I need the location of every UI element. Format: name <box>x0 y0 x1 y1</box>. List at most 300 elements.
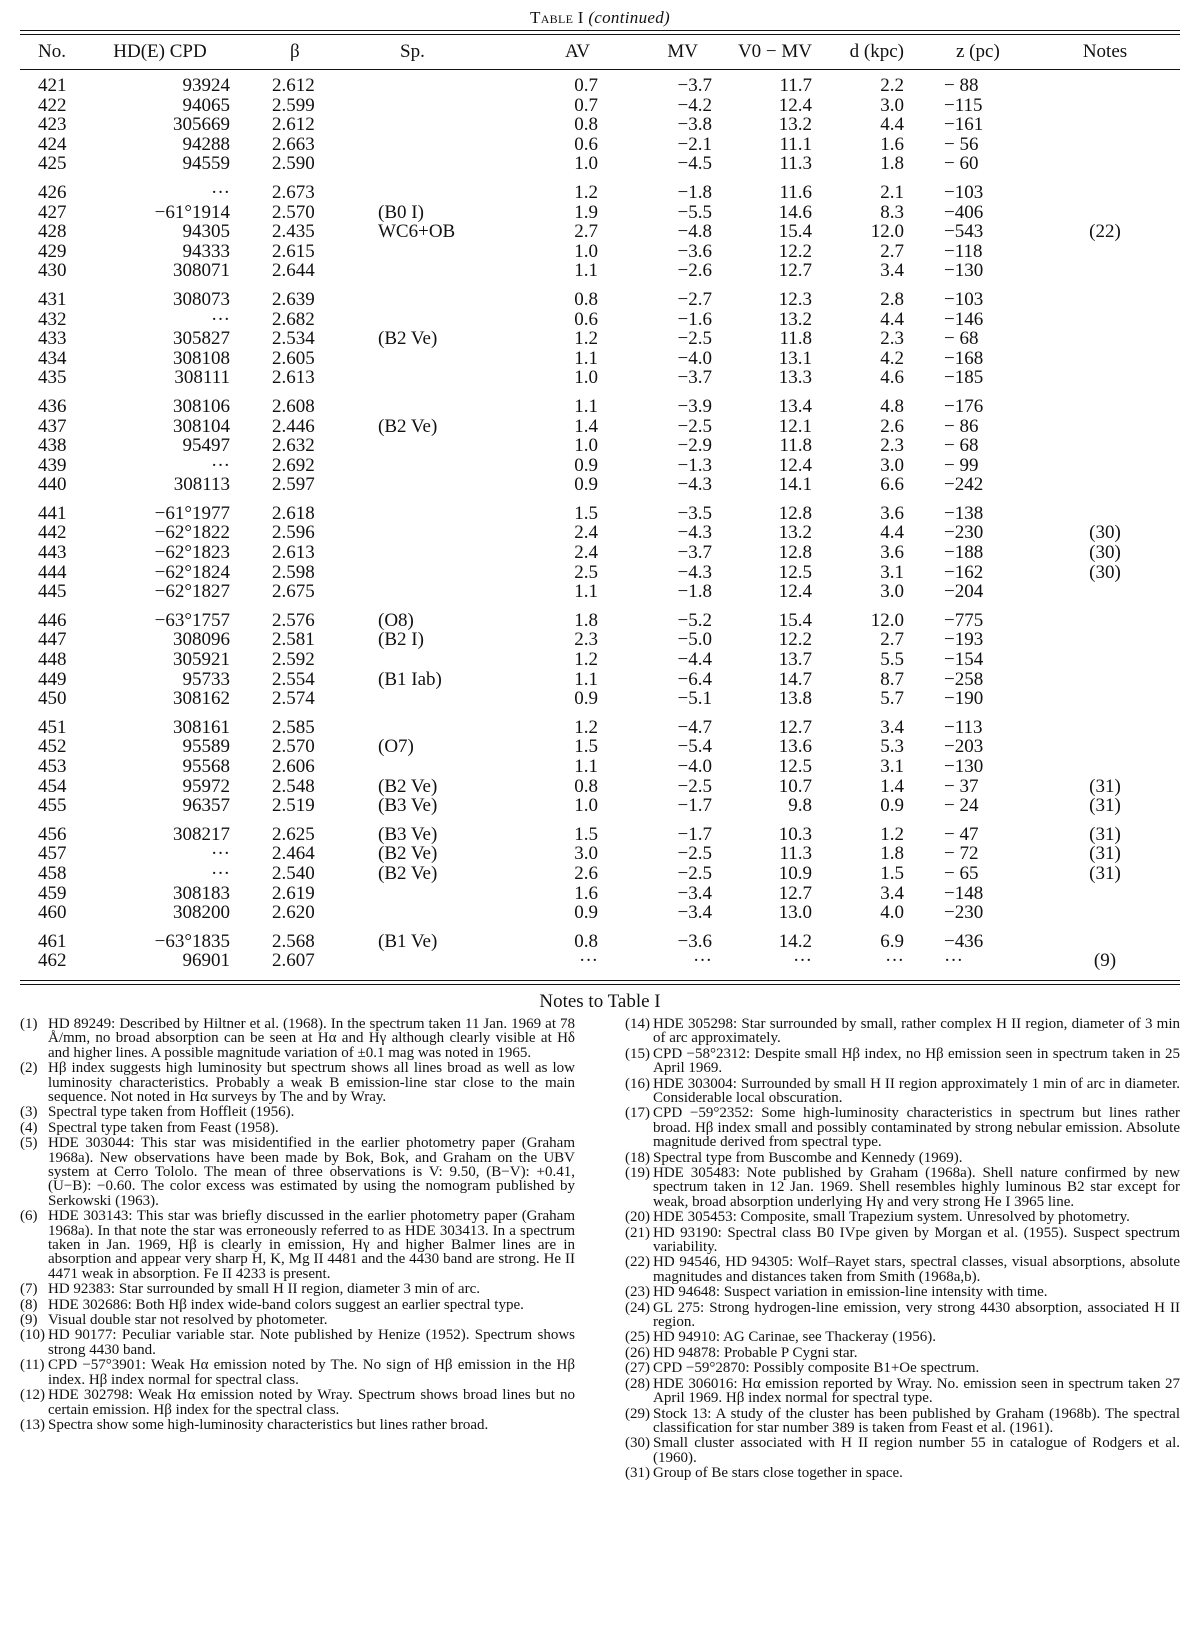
cell-av: 1.4 <box>574 416 598 437</box>
cell-no: 456 <box>38 824 67 845</box>
table-row <box>20 183 1180 203</box>
cell-note <box>1030 242 1180 262</box>
cell-note <box>1030 436 1180 456</box>
header-hd: HD(E) CPD <box>113 41 207 62</box>
note-number: (31) <box>625 1465 650 1482</box>
cell-beta: 2.612 <box>272 76 315 96</box>
note-text: CPD −57°3901: Weak Hα emission noted by The. No sign of Hβ emission in the Hβ index. Hβ index normal for spectral class. <box>48 1357 575 1388</box>
cell-sp <box>360 543 500 563</box>
cell-sp: (B2 Ve) <box>378 776 438 797</box>
cell-d: 3.1 <box>880 562 904 583</box>
cell-v0mv: 12.3 <box>778 289 812 310</box>
cell-d: 5.5 <box>880 650 904 670</box>
row-group <box>20 397 1180 495</box>
cell-mv: −1.7 <box>677 796 712 816</box>
cell-d: 1.8 <box>880 844 904 864</box>
cell-av: 1.5 <box>574 737 598 757</box>
cell-hd: −62°1827 <box>154 582 230 602</box>
cell-mv: −1.8 <box>677 182 712 203</box>
cell-v0mv: 11.1 <box>779 134 812 155</box>
cell-note <box>1030 903 1180 923</box>
cell-note: (22) <box>1089 222 1121 242</box>
cell-z: − 60 <box>944 154 979 174</box>
cell-hd: ··· <box>211 844 230 864</box>
table-header <box>20 35 1180 70</box>
cell-note <box>1030 757 1180 777</box>
note-text: Spectral type taken from Hoffleit (1956). <box>48 1104 295 1121</box>
table-row <box>20 630 1180 650</box>
cell-av: 2.7 <box>574 222 598 242</box>
table-row <box>20 543 1180 563</box>
note-text: HD 94878: Probable P Cygni star. <box>653 1344 858 1361</box>
cell-sp <box>360 456 500 476</box>
cell-v0mv: 12.1 <box>778 416 812 437</box>
note-text: HDE 303143: This star was briefly discussed in the earlier photometry paper (Graham 1968a). In that note the star was erroneously referred to as HDE 303413. In a spectrum taken in Jan. 1969, Hβ is clearly in emission, Hγ and higher Balmer lines are in absorption and appear very sharp H, K, Mg II 4481 and the 4430 band are strong. He II 4471 weak in absorption. Fe II 4233 is present. <box>48 1208 575 1282</box>
cell-mv: −2.6 <box>677 261 712 281</box>
cell-mv: −4.5 <box>677 154 712 174</box>
cell-hd: 308200 <box>173 903 230 923</box>
note-number: (14) <box>625 1015 650 1032</box>
table-row <box>20 844 1180 864</box>
cell-v0mv: 10.9 <box>778 863 812 884</box>
cell-note: (31) <box>1089 796 1121 816</box>
cell-v0mv: 12.7 <box>778 883 812 904</box>
cell-note <box>1030 417 1180 437</box>
cell-mv: −2.5 <box>677 329 712 349</box>
cell-v0mv: 13.6 <box>778 737 812 757</box>
note-text: Small cluster associated with H II region number 55 in catalogue of Rodgers et al. (1960). <box>653 1435 1180 1466</box>
cell-z: −775 <box>944 610 984 631</box>
cell-hd: −61°1977 <box>154 503 230 524</box>
cell-z: −162 <box>944 562 984 583</box>
cell-hd: −62°1822 <box>154 523 230 544</box>
cell-sp <box>360 650 500 670</box>
note-text: HD 89249: Described by Hiltner et al. (1968). In the spectrum taken 11 Jan. 1969 at 78 Å/mm, no broad absorption can be seen at Hα and Hγ although clearly visible at Hδ and higher lines. A possible magnitude variation of ±0.1 mag was noted in 1965. <box>48 1015 575 1061</box>
cell-d: 2.7 <box>880 630 904 651</box>
cell-av: 1.1 <box>574 396 598 417</box>
cell-hd: ··· <box>211 182 230 203</box>
header-av: AV <box>565 41 590 62</box>
cell-d: 4.2 <box>880 348 904 369</box>
cell-no: 443 <box>38 543 67 563</box>
cell-hd: ··· <box>211 455 230 476</box>
note-item <box>20 1136 575 1208</box>
cell-note <box>1030 135 1180 155</box>
cell-av: 0.9 <box>574 903 598 923</box>
cell-mv: −5.1 <box>677 689 712 709</box>
note-item <box>625 1210 1180 1224</box>
cell-d: 2.7 <box>880 241 904 262</box>
cell-sp <box>360 154 500 174</box>
cell-hd: 308073 <box>173 289 230 310</box>
table-row <box>20 242 1180 262</box>
cell-note: (31) <box>1089 824 1121 845</box>
caption-continued: (continued) <box>588 8 670 27</box>
header-z: z (pc) <box>956 41 1000 62</box>
cell-no: 435 <box>38 368 67 388</box>
cell-beta: 2.644 <box>272 261 315 281</box>
cell-v0mv: 14.1 <box>778 475 812 495</box>
cell-sp <box>360 397 500 417</box>
cell-note <box>1030 397 1180 417</box>
cell-av: 0.9 <box>574 475 598 495</box>
cell-beta: 2.618 <box>272 503 315 524</box>
cell-av: 1.5 <box>574 503 598 524</box>
cell-d: 2.6 <box>880 416 904 437</box>
header-sp: Sp. <box>400 41 425 62</box>
cell-z: −138 <box>944 503 984 524</box>
caption-title: Table I <box>530 8 584 27</box>
header-v0mv: V0 − MV <box>737 41 812 62</box>
cell-hd: 308162 <box>173 689 230 709</box>
cell-z: −193 <box>944 630 984 651</box>
cell-av: 1.0 <box>574 154 598 174</box>
cell-v0mv: 11.3 <box>779 154 812 174</box>
table-row <box>20 825 1180 845</box>
cell-hd: 95589 <box>182 737 230 757</box>
cell-v0mv: 12.7 <box>778 717 812 738</box>
cell-v0mv: 13.2 <box>778 115 812 135</box>
cell-d: 1.8 <box>880 154 904 174</box>
table-row <box>20 670 1180 690</box>
cell-no: 434 <box>38 348 67 369</box>
table-row <box>20 951 1180 971</box>
cell-mv: −1.6 <box>677 309 712 330</box>
cell-hd: 305921 <box>173 650 230 670</box>
row-group <box>20 76 1180 174</box>
cell-d: 8.3 <box>880 202 904 223</box>
cell-v0mv: 12.7 <box>778 261 812 281</box>
cell-no: 439 <box>38 455 67 476</box>
cell-d: 3.1 <box>880 757 904 777</box>
table-row <box>20 436 1180 456</box>
cell-v0mv: 12.5 <box>778 757 812 777</box>
cell-no: 451 <box>38 717 67 738</box>
cell-no: 450 <box>38 689 67 709</box>
cell-no: 428 <box>38 222 67 242</box>
note-text: HD 93190: Spectral class B0 IVpe given by Morgan et al. (1955). Suspect spectrum variability. <box>653 1224 1180 1256</box>
cell-z: − 86 <box>944 416 979 437</box>
cell-z: −113 <box>944 717 983 738</box>
cell-v0mv: 13.2 <box>778 309 812 330</box>
note-number: (22) <box>625 1254 650 1271</box>
cell-d: ··· <box>885 951 904 971</box>
note-number: (7) <box>20 1281 38 1298</box>
cell-beta: 2.599 <box>272 95 315 116</box>
note-number: (18) <box>625 1149 650 1166</box>
cell-v0mv: 13.7 <box>778 650 812 670</box>
cell-av: ··· <box>579 951 598 971</box>
cell-d: 3.0 <box>880 582 904 602</box>
cell-d: 3.4 <box>880 261 904 281</box>
cell-sp <box>360 951 500 971</box>
cell-mv: −3.7 <box>677 76 712 96</box>
cell-av: 1.2 <box>574 329 598 349</box>
table-row <box>20 504 1180 524</box>
note-text: HDE 306016: Hα emission reported by Wray. No. emission seen in spectrum taken 27 April 1969. Hβ index normal for spectral type. <box>653 1375 1180 1407</box>
note-item <box>625 1436 1180 1465</box>
cell-av: 0.6 <box>574 134 598 155</box>
cell-beta: 2.620 <box>272 903 315 923</box>
cell-av: 0.9 <box>574 689 598 709</box>
cell-beta: 2.576 <box>272 610 315 631</box>
cell-sp: WC6+OB <box>378 222 456 242</box>
cell-mv: −2.5 <box>677 776 712 797</box>
cell-v0mv: 12.8 <box>778 503 812 524</box>
cell-av: 1.5 <box>574 824 598 845</box>
cell-hd: 93924 <box>182 76 230 96</box>
cell-av: 2.4 <box>574 523 598 544</box>
cell-sp <box>360 183 500 203</box>
cell-hd: 95568 <box>182 757 230 777</box>
notes-right-column <box>625 1017 1180 1482</box>
note-item <box>625 1017 1180 1046</box>
cell-beta: 2.554 <box>272 669 315 690</box>
cell-hd: −62°1824 <box>154 562 230 583</box>
table-row <box>20 611 1180 631</box>
cell-beta: 2.435 <box>272 222 315 242</box>
cell-v0mv: 11.8 <box>779 436 812 456</box>
cell-mv: −2.7 <box>677 289 712 310</box>
cell-mv: −3.8 <box>677 115 712 135</box>
note-text: HD 92383: Star surrounded by small H II region, diameter 3 min of arc. <box>48 1281 480 1298</box>
cell-sp <box>360 135 500 155</box>
note-number: (8) <box>20 1296 38 1313</box>
cell-hd: 94333 <box>182 241 230 262</box>
cell-hd: 308183 <box>173 883 230 904</box>
cell-av: 0.9 <box>574 455 598 476</box>
cell-mv: −3.4 <box>677 883 712 904</box>
cell-beta: 2.534 <box>272 329 315 349</box>
cell-sp <box>360 504 500 524</box>
note-number: (26) <box>625 1344 650 1361</box>
cell-no: 427 <box>38 202 67 223</box>
note-number: (12) <box>20 1387 45 1404</box>
cell-beta: 2.639 <box>272 289 315 310</box>
cell-v0mv: 14.2 <box>778 931 812 952</box>
cell-d: 1.5 <box>880 863 904 884</box>
cell-av: 1.2 <box>574 717 598 738</box>
cell-beta: 2.673 <box>272 182 315 203</box>
cell-d: 5.3 <box>880 737 904 757</box>
note-number: (10) <box>20 1327 45 1344</box>
note-text: HDE 303004: Surrounded by small H II region approximately 1 min of arc in diameter. Considerable local obscuration. <box>653 1075 1180 1106</box>
cell-d: 6.9 <box>880 931 904 952</box>
cell-mv: −6.4 <box>677 669 712 690</box>
cell-beta: 2.663 <box>272 134 315 155</box>
note-text: CPD −58°2312: Despite small Hβ index, no Hβ emission seen in spectrum taken in 25 April 1969. <box>653 1045 1180 1077</box>
cell-beta: 2.568 <box>272 931 315 952</box>
cell-z: −103 <box>944 182 984 203</box>
note-text: CPD −59°2352: Some high-luminosity characteristics in spectrum but lines rather broad. Hβ index small and possibly contaminated by strong nebular emission. Absolute magnitude derived from spectral type. <box>653 1105 1180 1151</box>
cell-no: 438 <box>38 436 67 456</box>
cell-mv: −3.9 <box>677 396 712 417</box>
table-row <box>20 475 1180 495</box>
cell-no: 431 <box>38 289 67 310</box>
cell-av: 1.1 <box>574 348 598 369</box>
cell-sp <box>360 115 500 135</box>
cell-beta: 2.446 <box>272 416 315 437</box>
cell-no: 448 <box>38 650 67 670</box>
cell-v0mv: ··· <box>793 951 812 971</box>
cell-beta: 2.540 <box>272 863 315 884</box>
cell-v0mv: 12.4 <box>778 455 812 476</box>
cell-sp <box>360 582 500 602</box>
cell-mv: −3.6 <box>677 931 712 952</box>
cell-z: −168 <box>944 348 984 369</box>
cell-no: 442 <box>38 523 67 544</box>
cell-mv: −3.6 <box>677 241 712 262</box>
cell-note <box>1030 475 1180 495</box>
cell-av: 0.8 <box>574 776 598 797</box>
note-item <box>625 1077 1180 1106</box>
cell-mv: −1.8 <box>677 582 712 602</box>
cell-no: 445 <box>38 582 67 602</box>
note-text: GL 275: Strong hydrogen-line emission, very strong 4430 absorption, associated H II region. <box>653 1299 1180 1331</box>
cell-beta: 2.574 <box>272 689 315 709</box>
cell-no: 422 <box>38 95 67 116</box>
cell-hd: 308104 <box>173 416 230 437</box>
cell-beta: 2.596 <box>272 523 315 544</box>
note-item <box>625 1330 1180 1344</box>
cell-no: 433 <box>38 329 67 349</box>
cell-note <box>1030 261 1180 281</box>
note-number: (13) <box>20 1416 45 1433</box>
cell-hd: 94559 <box>182 154 230 174</box>
cell-d: 3.4 <box>880 883 904 904</box>
cell-beta: 2.608 <box>272 396 315 417</box>
cell-mv: −4.0 <box>677 757 712 777</box>
cell-d: 4.4 <box>880 115 904 135</box>
table-row <box>20 903 1180 923</box>
note-item <box>20 1105 575 1119</box>
cell-no: 437 <box>38 416 67 437</box>
cell-d: 12.0 <box>870 610 904 631</box>
cell-sp: (B1 Ve) <box>378 931 438 952</box>
table-row <box>20 115 1180 135</box>
cell-mv: −4.3 <box>677 475 712 495</box>
cell-beta: 2.570 <box>272 202 315 223</box>
cell-v0mv: 11.7 <box>779 76 812 96</box>
cell-beta: 2.597 <box>272 475 315 495</box>
table-body <box>20 70 1180 971</box>
cell-sp: (B3 Ve) <box>378 824 438 845</box>
cell-d: 2.8 <box>880 289 904 310</box>
cell-note <box>1030 689 1180 709</box>
cell-av: 1.6 <box>574 883 598 904</box>
cell-v0mv: 13.2 <box>778 523 812 544</box>
cell-d: 4.4 <box>880 523 904 544</box>
cell-no: 462 <box>38 951 67 971</box>
cell-mv: −5.5 <box>677 202 712 223</box>
cell-z: −242 <box>944 475 984 495</box>
cell-sp: (B0 I) <box>378 202 424 223</box>
cell-note <box>1030 630 1180 650</box>
table-row <box>20 76 1180 96</box>
cell-av: 1.0 <box>574 241 598 262</box>
cell-note <box>1030 932 1180 952</box>
note-number: (25) <box>625 1329 650 1346</box>
cell-sp <box>360 884 500 904</box>
note-number: (29) <box>625 1405 650 1422</box>
cell-no: 449 <box>38 669 67 690</box>
table-row <box>20 349 1180 369</box>
note-item <box>625 1301 1180 1330</box>
cell-sp <box>360 349 500 369</box>
cell-beta: 2.692 <box>272 455 315 476</box>
cell-beta: 2.615 <box>272 241 315 262</box>
cell-z: −406 <box>944 202 984 223</box>
cell-hd: −61°1914 <box>154 202 230 223</box>
cell-d: 3.0 <box>880 455 904 476</box>
note-text: HD 94648: Suspect variation in emission-line intensity with time. <box>653 1284 1048 1301</box>
note-item <box>625 1151 1180 1165</box>
cell-sp <box>360 76 500 96</box>
note-item <box>625 1466 1180 1480</box>
cell-no: 423 <box>38 115 67 135</box>
cell-z: − 65 <box>944 863 979 884</box>
cell-mv: −4.4 <box>677 650 712 670</box>
cell-no: 452 <box>38 737 67 757</box>
cell-no: 447 <box>38 630 67 651</box>
cell-av: 2.5 <box>574 562 598 583</box>
cell-sp <box>360 96 500 116</box>
cell-no: 454 <box>38 776 67 797</box>
cell-hd: −63°1835 <box>154 931 230 952</box>
cell-d: 4.4 <box>880 309 904 330</box>
cell-sp: (B2 I) <box>378 630 424 651</box>
note-number: (23) <box>625 1284 650 1301</box>
table-row <box>20 563 1180 583</box>
row-group <box>20 825 1180 923</box>
cell-note <box>1030 650 1180 670</box>
note-item <box>625 1047 1180 1076</box>
cell-z: −154 <box>944 650 984 670</box>
note-number: (3) <box>20 1104 38 1121</box>
note-text: HDE 305483: Note published by Graham (1968a). Shell nature confirmed by new spectrum taken in 12 Jan. 1969. Shell resembles highly luminous B2 star except for weak, broad absorption underlying Hγ and very strong He I 3965 line. <box>653 1165 1180 1210</box>
cell-v0mv: 14.7 <box>778 669 812 690</box>
table-row <box>20 96 1180 116</box>
note-item <box>625 1361 1180 1375</box>
cell-z: −115 <box>944 95 983 116</box>
cell-no: 441 <box>38 503 67 524</box>
cell-mv: −3.5 <box>677 503 712 524</box>
cell-z: − 37 <box>944 776 979 797</box>
cell-av: 1.1 <box>574 669 598 690</box>
cell-no: 425 <box>38 154 67 174</box>
cell-no: 458 <box>38 863 67 884</box>
note-text: Spectral type taken from Feast (1958). <box>48 1119 279 1136</box>
header-no: No. <box>38 41 66 62</box>
cell-beta: 2.682 <box>272 309 315 330</box>
table-row <box>20 864 1180 884</box>
page <box>20 0 1180 1482</box>
cell-no: 455 <box>38 796 67 816</box>
cell-av: 1.1 <box>574 261 598 281</box>
cell-mv: −4.3 <box>677 562 712 583</box>
cell-beta: 2.606 <box>272 757 315 777</box>
cell-mv: −4.7 <box>677 717 712 738</box>
cell-sp: (O7) <box>378 737 414 757</box>
cell-d: 3.0 <box>880 95 904 116</box>
table-row <box>20 796 1180 816</box>
cell-hd: ··· <box>211 309 230 330</box>
cell-av: 1.9 <box>574 202 598 223</box>
note-item <box>20 1121 575 1135</box>
cell-mv: −1.7 <box>677 824 712 845</box>
cell-v0mv: 11.3 <box>779 844 812 864</box>
cell-note: (31) <box>1089 844 1121 864</box>
